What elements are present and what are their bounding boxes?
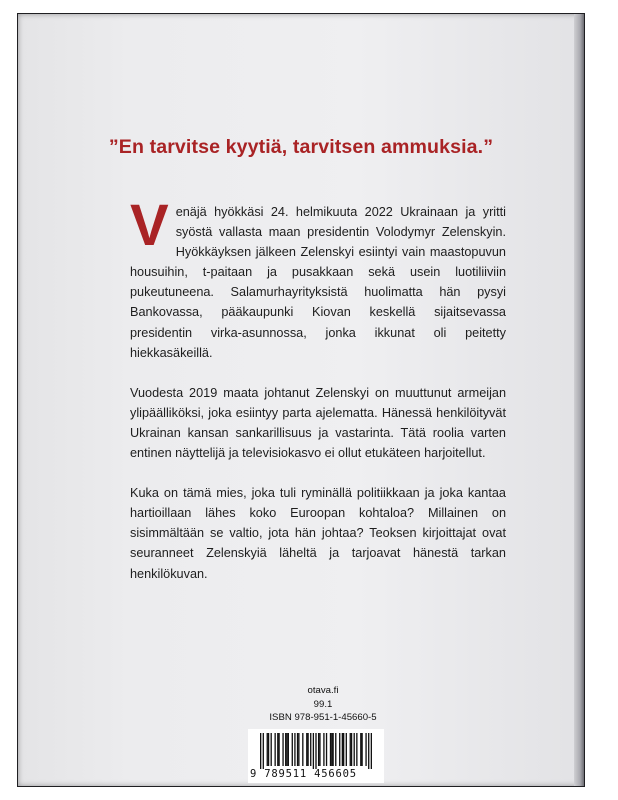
barcode-bar bbox=[371, 733, 372, 769]
barcode-bar bbox=[330, 733, 331, 766]
classification-code: 99.1 bbox=[313, 698, 333, 710]
isbn-number: ISBN 978-951-1-45660-5 bbox=[269, 712, 377, 724]
barcode-bar bbox=[274, 733, 275, 766]
barcode-bar bbox=[323, 733, 324, 766]
barcode-bar bbox=[298, 733, 299, 766]
barcode-bar bbox=[354, 733, 355, 766]
barcode-digits: 9 789511 456605 bbox=[250, 768, 357, 780]
blurb-paragraph-3: Kuka on tämä mies, joka tuli ryminällä politiikkaan ja joka kantaa hartioillaan lähes koko Euroopan kohtaloa? Millainen on sisimmältään se valtio, jota hän johtaa? Teoksen kirjoittajat ovat seuranneet Zelenskyiä läheltä ja tarjoavat hänestä tarkan henkilökuvan. bbox=[130, 486, 506, 581]
barcode-bar bbox=[271, 733, 272, 766]
barcode-bar bbox=[313, 733, 314, 769]
barcode-bar bbox=[339, 733, 340, 766]
barcode-bar bbox=[361, 733, 362, 766]
barcode-bar bbox=[332, 733, 333, 766]
barcode-bar bbox=[267, 733, 268, 766]
barcode-bar bbox=[294, 733, 295, 766]
barcode-bar bbox=[335, 733, 336, 766]
barcode-bar bbox=[350, 733, 351, 766]
barcode-bars bbox=[260, 733, 372, 769]
barcode-bar bbox=[288, 733, 289, 766]
barcode-bar bbox=[346, 733, 347, 766]
barcode-bar bbox=[360, 733, 361, 766]
blurb-paragraph-1 bbox=[130, 193, 506, 363]
barcode-bar bbox=[268, 733, 269, 766]
barcode-bar bbox=[306, 733, 307, 766]
barcode-bar bbox=[286, 733, 287, 766]
blurb bbox=[130, 193, 506, 604]
barcode-bar bbox=[285, 733, 286, 766]
publisher-info bbox=[268, 684, 378, 725]
barcode-bar bbox=[326, 733, 327, 766]
barcode-bar bbox=[318, 733, 319, 766]
cover-edge bbox=[574, 14, 584, 786]
barcode-bar bbox=[302, 733, 303, 766]
cover-quote: ”En tarvitse kyytiä, tarvitsen ammuksia.” bbox=[108, 136, 494, 158]
barcode-bar bbox=[263, 733, 264, 769]
blurb-paragraph-1-text: enäjä hyökkäsi 24. helmikuuta 2022 Ukrainaan ja yritti syöstä vallasta maan presidentin Volodymyr Zelenskyin. Hyökkäyksen jälkeen Zelenskyi esiintyi vain maastopuvun housuihin, t-paitaan ja pusakkaan sekä usein luotiliiviin pukeutuneena. Salamurhayrityksistä huolimatta hän pysyi Bankovassa, pääkaupunki Kiovan keskellä sijaitsevassa presidentin virka-asunnossa, jonka ikkunat oli peitetty hiekkasäkeillä. bbox=[130, 205, 506, 360]
barcode-bar bbox=[351, 733, 352, 766]
publisher-url: otava.fi bbox=[307, 685, 339, 696]
barcode-bar bbox=[315, 733, 316, 769]
barcode-bar bbox=[297, 733, 298, 766]
barcode-bar bbox=[365, 733, 366, 766]
barcode-bar bbox=[342, 733, 343, 766]
barcode-bar bbox=[307, 733, 308, 766]
barcode bbox=[248, 729, 384, 783]
barcode-bar bbox=[282, 733, 283, 766]
book-back-cover bbox=[18, 14, 584, 786]
barcode-bar bbox=[331, 733, 332, 766]
drop-cap: V bbox=[130, 193, 169, 258]
barcode-bar bbox=[368, 733, 369, 769]
barcode-bar bbox=[343, 733, 344, 766]
barcode-bar bbox=[260, 733, 261, 769]
blurb-paragraph-2: Vuodesta 2019 maata johtanut Zelenskyi on muuttunut armeijan ylipäälliköksi, joka esiintyy parta ajelematta. Hänessä henkilöityvät Ukrainan kansan sankarillisuus ja vastarinta. Tätä roolia varten entinen näyttelijä ja televisiokasvo ei ollut etukäteen harjoitellut. bbox=[130, 385, 506, 461]
barcode-bar bbox=[319, 733, 320, 766]
barcode-bar bbox=[277, 733, 278, 766]
barcode-bar bbox=[292, 733, 293, 766]
barcode-bar bbox=[310, 733, 311, 766]
barcode-bar bbox=[356, 733, 357, 766]
barcode-bar bbox=[278, 733, 279, 766]
